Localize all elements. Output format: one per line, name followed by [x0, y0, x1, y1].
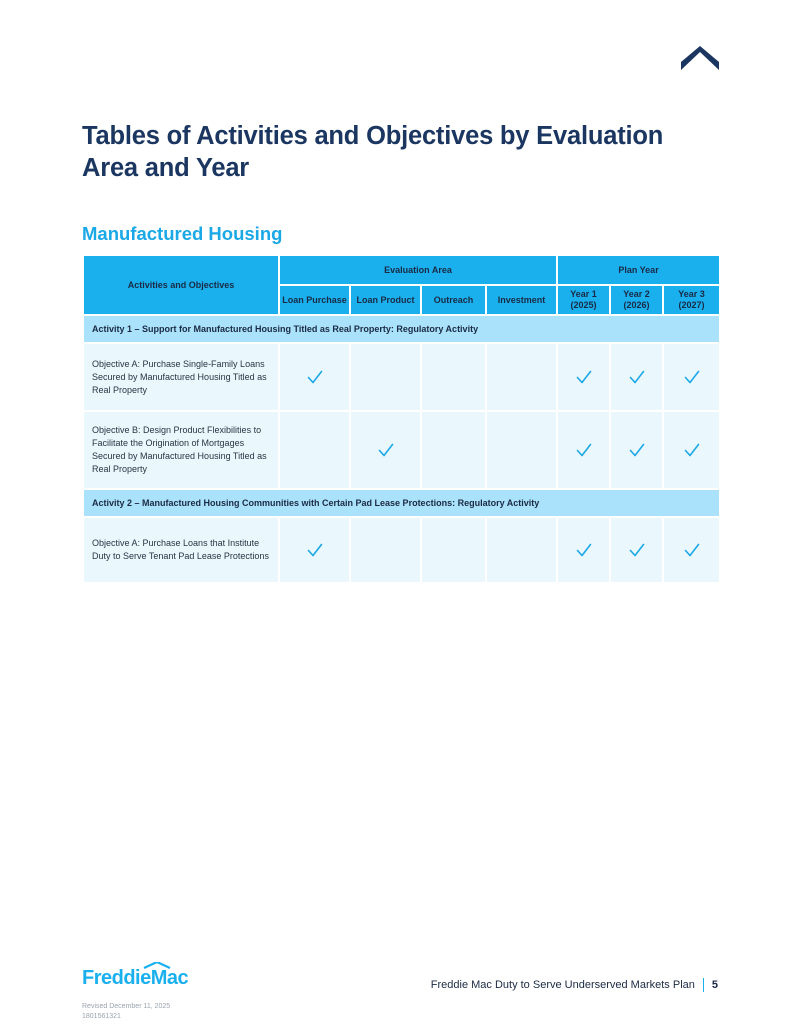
cell-outreach	[421, 343, 486, 411]
activities-table	[82, 254, 721, 584]
cell-loan-purchase	[279, 411, 350, 489]
objective-text: Objective A: Purchase Single-Family Loans Secured by Manufactured Housing Titled as Real Property	[83, 343, 279, 411]
page-number: 5	[711, 979, 718, 991]
cell-loan-purchase	[279, 343, 350, 411]
checkmark-icon	[629, 370, 645, 384]
activity-title: Activity 1 – Support for Manufactured Housing Titled as Real Property: Regulatory Activity	[83, 315, 720, 343]
checkmark-icon	[576, 543, 592, 557]
logo-text: FreddieMac	[82, 967, 189, 989]
checkmark-icon	[629, 543, 645, 557]
cell-year1	[557, 411, 610, 489]
activity-row	[83, 489, 720, 517]
checkmark-icon	[684, 443, 700, 457]
header-outreach: Outreach	[421, 285, 486, 315]
footer-meta	[82, 1002, 170, 1022]
header-loan-product: Loan Product	[350, 285, 421, 315]
objective-row	[83, 411, 720, 489]
cell-year1	[557, 343, 610, 411]
footer-plan-info	[431, 978, 718, 992]
activity-row	[83, 315, 720, 343]
checkmark-icon	[307, 543, 323, 557]
section-title: Manufactured Housing	[82, 223, 283, 244]
objective-text: Objective B: Design Product Flexibilities to Facilitate the Origination of Mortgages Secured by Manufactured Housing Titled as Real Property	[83, 411, 279, 489]
freddie-mac-logo	[82, 962, 200, 992]
cell-year1	[557, 517, 610, 583]
header-year-3: Year 3 (2027)	[663, 285, 720, 315]
header-evaluation-area: Evaluation Area	[279, 255, 557, 285]
header-year-1: Year 1 (2025)	[557, 285, 610, 315]
objective-row	[83, 343, 720, 411]
cell-year2	[610, 343, 663, 411]
header-plan-year: Plan Year	[557, 255, 720, 285]
header-loan-purchase: Loan Purchase	[279, 285, 350, 315]
checkmark-icon	[576, 370, 592, 384]
table-body	[83, 315, 720, 583]
footer-plan-title: Freddie Mac Duty to Serve Underserved Markets Plan	[430, 979, 695, 991]
cell-investment	[486, 517, 557, 583]
footer-divider	[703, 978, 704, 992]
cell-year2	[610, 411, 663, 489]
cell-outreach	[421, 411, 486, 489]
checkmark-icon	[576, 443, 592, 457]
chevron-up-icon[interactable]	[681, 46, 719, 70]
activity-title: Activity 2 – Manufactured Housing Communities with Certain Pad Lease Protections: Regulatory Activity	[83, 489, 720, 517]
cell-loan-purchase	[279, 517, 350, 583]
header-year-2: Year 2 (2026)	[610, 285, 663, 315]
checkmark-icon	[684, 543, 700, 557]
cell-year3	[663, 411, 720, 489]
objective-text: Objective A: Purchase Loans that Institute Duty to Serve Tenant Pad Lease Protections	[83, 517, 279, 583]
header-investment: Investment	[486, 285, 557, 315]
cell-loan-product	[350, 343, 421, 411]
document-id: 1801561321	[82, 1013, 121, 1020]
cell-investment	[486, 411, 557, 489]
checkmark-icon	[378, 443, 394, 457]
checkmark-icon	[307, 370, 323, 384]
revised-date: Revised December 11, 2025	[82, 1003, 171, 1010]
cell-loan-product	[350, 411, 421, 489]
cell-year3	[663, 343, 720, 411]
checkmark-icon	[684, 370, 700, 384]
cell-investment	[486, 343, 557, 411]
cell-outreach	[421, 517, 486, 583]
cell-year3	[663, 517, 720, 583]
cell-loan-product	[350, 517, 421, 583]
checkmark-icon	[629, 443, 645, 457]
page-title: Tables of Activities and Objectives by Evaluation Area and Year	[82, 122, 664, 182]
header-activities-objectives: Activities and Objectives	[83, 255, 279, 315]
cell-year2	[610, 517, 663, 583]
objective-row	[83, 517, 720, 583]
